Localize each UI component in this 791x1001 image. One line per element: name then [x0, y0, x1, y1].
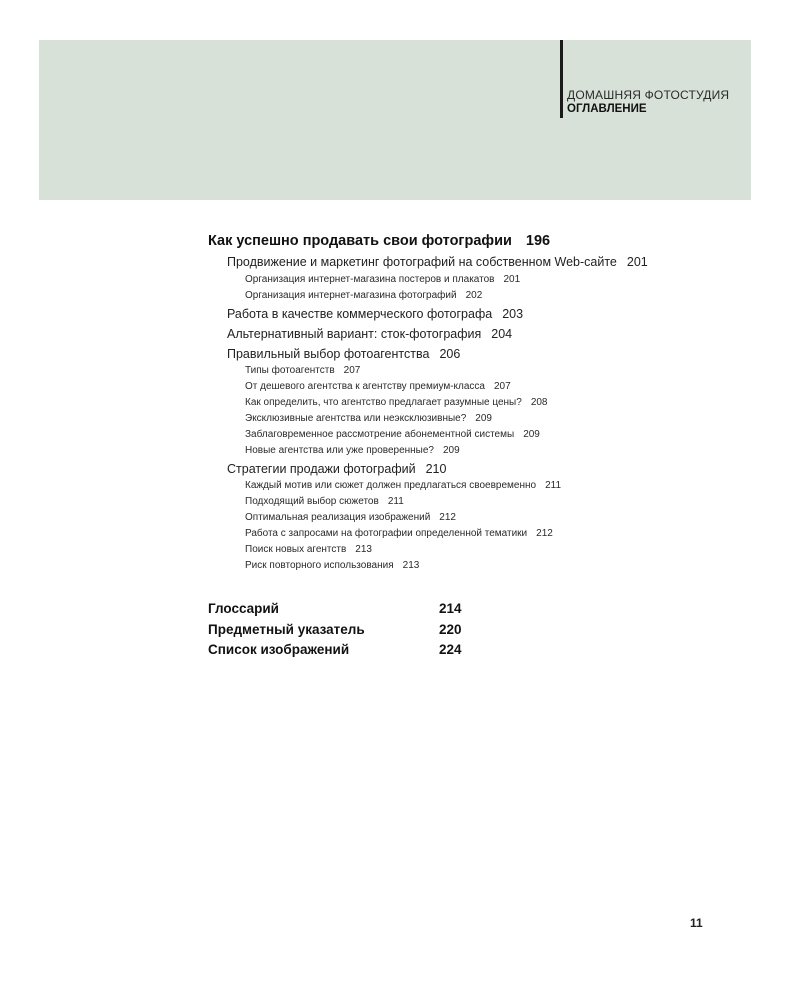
toc-entry-title: Подходящий выбор сюжетов: [245, 496, 379, 507]
toc-entry-page: 211: [545, 480, 562, 491]
toc-entry-title: Организация интернет-магазина фотографий: [245, 290, 457, 301]
toc-entry-page: 202: [465, 290, 483, 301]
toc-entry-title: Заблаговременное рассмотрение абонементной системы: [245, 429, 515, 440]
toc-subsection[interactable]: [245, 274, 520, 285]
toc-entry-title: Организация интернет-магазина постеров и плакатов: [245, 274, 495, 285]
toc-subsection[interactable]: [245, 429, 540, 440]
toc-entry-title: Как определить, что агентство предлагает разумные цены?: [245, 397, 522, 408]
toc-entry-page: 209: [475, 413, 492, 424]
toc-entry-title: Предметный указатель: [208, 622, 365, 637]
section-title: ОГЛАВЛЕНИЕ: [567, 103, 647, 115]
toc-entry-title: Оптимальная реализация изображений: [245, 512, 431, 523]
toc-subsection[interactable]: [245, 512, 456, 523]
toc-entry-page: 213: [402, 560, 420, 571]
toc-entry-title: Каждый мотив или сюжет должен предлагаться своевременно: [245, 480, 537, 491]
toc-section[interactable]: [227, 255, 648, 269]
toc-entry-page: 207: [494, 381, 511, 392]
toc-entry-page: 210: [425, 462, 447, 476]
toc-subsection[interactable]: [245, 496, 404, 507]
toc-entry-page: 206: [439, 347, 461, 361]
toc-entry-page: 220: [439, 622, 462, 637]
toc-entry-title: Работа в качестве коммерческого фотографа: [227, 307, 493, 321]
toc-subsection[interactable]: [245, 480, 561, 491]
toc-entry-title: Как успешно продавать свои фотографии: [208, 233, 512, 249]
toc-entry-page: 211: [387, 496, 404, 507]
toc-back-matter[interactable]: [208, 601, 462, 616]
toc-entry-page: 196: [525, 233, 551, 249]
toc-subsection[interactable]: [245, 560, 419, 571]
book-title: ДОМАШНЯЯ ФОТОСТУДИЯ: [567, 88, 730, 102]
toc-subsection[interactable]: [245, 413, 492, 424]
toc-entry-page: 212: [439, 512, 456, 523]
toc-subsection[interactable]: [245, 544, 372, 555]
toc-entry-title: Продвижение и маркетинг фотографий на собственном Web-сайте: [227, 255, 617, 269]
toc-entry-page: 213: [355, 544, 372, 555]
toc-section[interactable]: [227, 462, 446, 476]
toc-section[interactable]: [227, 307, 523, 321]
toc-chapter[interactable]: [208, 233, 550, 249]
toc-entry-title: Глоссарий: [208, 601, 279, 616]
toc-back-matter[interactable]: [208, 642, 462, 657]
toc-entry-title: Эксклюзивные агентства или неэксклюзивные?: [245, 413, 467, 424]
toc-entry-page: 203: [502, 307, 524, 321]
toc-subsection[interactable]: [245, 365, 360, 376]
toc-entry-page: 204: [491, 327, 513, 341]
toc-subsection[interactable]: [245, 528, 553, 539]
toc-section[interactable]: [227, 347, 460, 361]
toc-entry-title: От дешевого агентства к агентству премиум-класса: [245, 381, 485, 392]
toc-entry-page: 201: [503, 274, 521, 285]
toc-entry-page: 208: [530, 397, 548, 408]
toc-entry-page: 209: [443, 445, 460, 456]
page-number: 11: [690, 916, 703, 930]
toc-entry-title: Альтернативный вариант: сток-фотография: [227, 327, 482, 341]
toc-entry-page: 207: [343, 365, 361, 376]
toc-back-matter[interactable]: [208, 622, 462, 637]
header-band: [39, 40, 751, 200]
toc-entry-title: Стратегии продажи фотографий: [227, 462, 416, 476]
toc-entry-page: 209: [523, 429, 540, 440]
toc-entry-page: 214: [439, 601, 462, 616]
toc-entry-title: Работа с запросами на фотографии определенной тематики: [245, 528, 528, 539]
toc-entry-title: Список изображений: [208, 642, 350, 657]
toc-entry-title: Типы фотоагентств: [245, 365, 335, 376]
toc-entry-page: 212: [536, 528, 553, 539]
toc-entry-title: Поиск новых агентств: [245, 544, 347, 555]
toc-entry-title: Правильный выбор фотоагентства: [227, 347, 430, 361]
toc-subsection[interactable]: [245, 445, 460, 456]
toc-entry-page: 224: [439, 642, 462, 657]
toc-entry-title: Риск повторного использования: [245, 560, 394, 571]
toc-subsection[interactable]: [245, 290, 482, 301]
header-divider: [560, 40, 563, 118]
toc-subsection[interactable]: [245, 381, 511, 392]
toc-section[interactable]: [227, 327, 512, 341]
toc-entry-page: 201: [626, 255, 648, 269]
toc-entry-title: Новые агентства или уже проверенные?: [245, 445, 434, 456]
toc-subsection[interactable]: [245, 397, 548, 408]
